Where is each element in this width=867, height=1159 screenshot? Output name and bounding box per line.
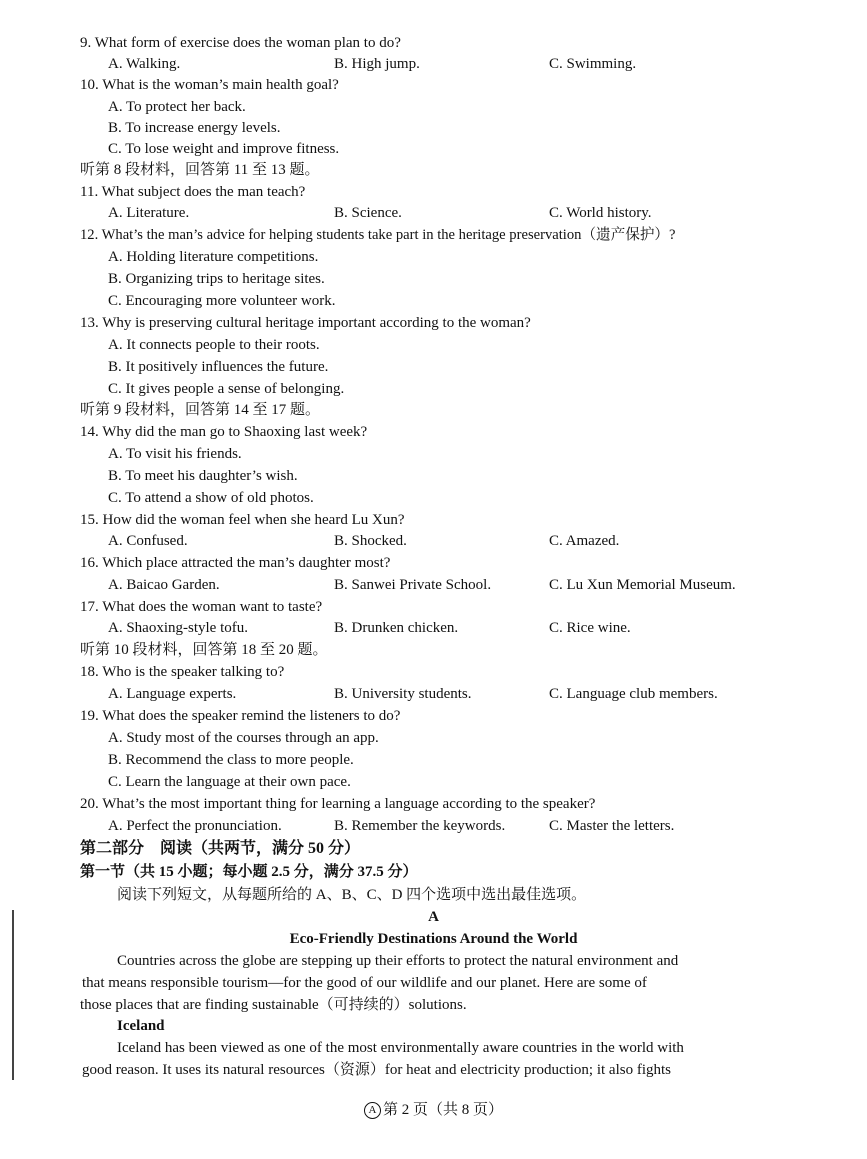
option-c: C. Swimming. xyxy=(549,56,637,72)
question-10-option-a: A. To protect her back. xyxy=(108,99,246,115)
passage-title: Eco-Friendly Destinations Around the World xyxy=(289,931,578,947)
page-number: 第 2 页（共 8 页） xyxy=(382,1102,503,1118)
passage-letter: A xyxy=(428,909,439,925)
option-c: C. Master the letters. xyxy=(549,818,675,834)
paragraph-1-line-2: that means responsible tourism—for the good of our wildlife and our planet. Here are some of xyxy=(82,975,647,991)
option-c: C. World history. xyxy=(549,205,652,221)
question-20-stem: 20. What’s the most important thing for learning a language according to the speaker? xyxy=(80,796,596,812)
question-15-options xyxy=(108,530,787,552)
question-13-option-b: B. It positively influences the future. xyxy=(108,359,329,375)
option-a: A. Perfect the pronunciation. xyxy=(108,818,282,834)
page-footer xyxy=(0,1098,867,1119)
question-10-stem: 10. What is the woman’s main health goal? xyxy=(80,77,339,93)
option-a: A. Baicao Garden. xyxy=(108,577,220,593)
option-a: A. Confused. xyxy=(108,533,188,549)
material-10-intro: 听第 10 段材料，回答第 18 至 20 题。 xyxy=(80,642,328,658)
question-17-options xyxy=(108,617,787,639)
option-b: B. University students. xyxy=(334,686,472,702)
question-12-option-a: A. Holding literature competitions. xyxy=(108,249,319,265)
option-c: C. Lu Xun Memorial Museum. xyxy=(549,577,736,593)
question-13-stem: 13. Why is preserving cultural heritage important according to the woman? xyxy=(80,315,531,331)
question-20-options xyxy=(108,815,787,837)
part-two-heading: 第二部分 阅读（共两节，满分 50 分） xyxy=(80,840,361,857)
paper-version-badge: A xyxy=(364,1102,381,1119)
option-a: A. Literature. xyxy=(108,205,190,221)
paragraph-2-line-1: Iceland has been viewed as one of the most environmentally aware countries in the world with xyxy=(117,1040,684,1056)
option-a: A. Shaoxing-style tofu. xyxy=(108,620,248,636)
question-14-stem: 14. Why did the man go to Shaoxing last week? xyxy=(80,424,368,440)
question-14-option-b: B. To meet his daughter’s wish. xyxy=(108,468,298,484)
option-b: B. Drunken chicken. xyxy=(334,620,459,636)
question-19-stem: 19. What does the speaker remind the listeners to do? xyxy=(80,708,401,724)
question-12-option-b: B. Organizing trips to heritage sites. xyxy=(108,271,325,287)
subheading-iceland: Iceland xyxy=(117,1018,165,1034)
question-13-option-c: C. It gives people a sense of belonging. xyxy=(108,381,345,397)
paragraph-1-line-1: Countries across the globe are stepping up their efforts to protect the natural environment and xyxy=(117,953,679,969)
paragraph-1-line-3: those places that are finding sustainable（可持续的）solutions. xyxy=(80,997,467,1013)
question-10-option-c: C. To lose weight and improve fitness. xyxy=(108,141,340,157)
material-9-intro: 听第 9 段材料，回答第 14 至 17 题。 xyxy=(80,402,321,418)
question-12-stem: 12. What’s the man’s advice for helping students take part in the heritage preservation（遗产保护）? xyxy=(80,227,676,243)
question-16-options xyxy=(108,574,787,596)
question-14-option-c: C. To attend a show of old photos. xyxy=(108,490,314,506)
option-c: C. Language club members. xyxy=(549,686,718,702)
question-13-option-a: A. It connects people to their roots. xyxy=(108,337,320,353)
option-b: B. Science. xyxy=(334,205,402,221)
question-12-option-c: C. Encouraging more volunteer work. xyxy=(108,293,336,309)
question-18-options xyxy=(108,683,787,705)
question-11-options xyxy=(108,202,787,224)
option-b: B. Remember the keywords. xyxy=(334,818,506,834)
question-14-option-a: A. To visit his friends. xyxy=(108,446,242,462)
question-11-stem: 11. What subject does the man teach? xyxy=(80,184,306,200)
material-8-intro: 听第 8 段材料，回答第 11 至 13 题。 xyxy=(80,162,320,178)
question-16-stem: 16. Which place attracted the man’s daughter most? xyxy=(80,555,391,571)
option-b: B. Shocked. xyxy=(334,533,407,549)
option-a: A. Walking. xyxy=(108,56,181,72)
question-19-option-a: A. Study most of the courses through an app. xyxy=(108,730,379,746)
paragraph-2-line-2: good reason. It uses its natural resources（资源）for heat and electricity production; it also fights xyxy=(82,1062,672,1078)
option-c: C. Rice wine. xyxy=(549,620,631,636)
question-15-stem: 15. How did the woman feel when she heard Lu Xun? xyxy=(80,512,405,528)
binding-margin-line xyxy=(12,910,14,1080)
question-10-option-b: B. To increase energy levels. xyxy=(108,120,281,136)
question-19-option-c: C. Learn the language at their own pace. xyxy=(108,774,351,790)
option-b: B. High jump. xyxy=(334,56,420,72)
section-one-heading: 第一节（共 15 小题；每小题 2.5 分，满分 37.5 分） xyxy=(80,864,418,880)
question-19-option-b: B. Recommend the class to more people. xyxy=(108,752,354,768)
reading-instruction: 阅读下列短文，从每题所给的 A、B、C、D 四个选项中选出最佳选项。 xyxy=(117,887,587,903)
question-9-options xyxy=(108,53,787,75)
option-b: B. Sanwei Private School. xyxy=(334,577,492,593)
option-a: A. Language experts. xyxy=(108,686,237,702)
question-9-stem: 9. What form of exercise does the woman plan to do? xyxy=(80,35,401,51)
question-17-stem: 17. What does the woman want to taste? xyxy=(80,599,323,615)
option-c: C. Amazed. xyxy=(549,533,620,549)
question-18-stem: 18. Who is the speaker talking to? xyxy=(80,664,285,680)
